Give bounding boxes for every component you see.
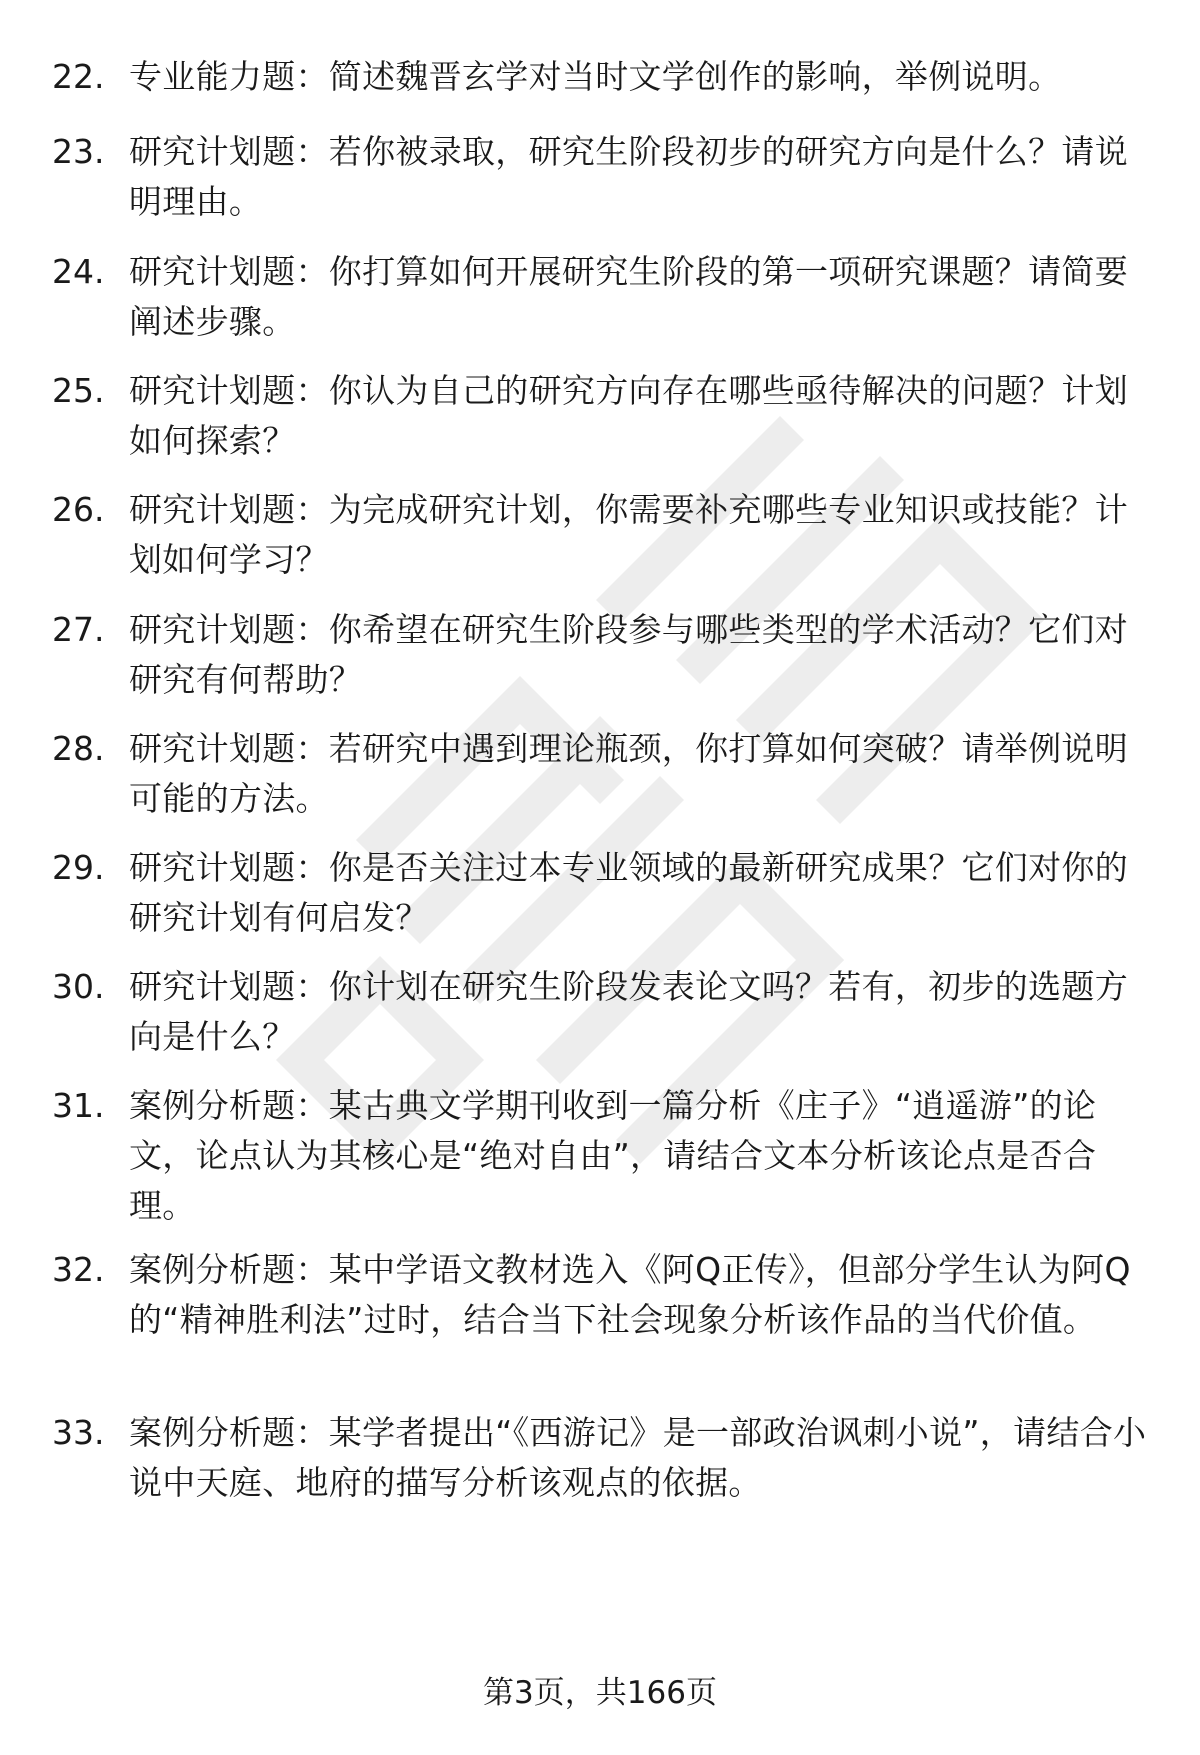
question-number: 26. bbox=[52, 490, 105, 529]
question-text: 案例分析题：某学者提出“《西游记》是一部政治讽刺小说”，请结合小说中天庭、地府的描写分析该观点的依据。 bbox=[129, 1413, 1147, 1502]
question-text: 研究计划题：若你被录取，研究生阶段初步的研究方向是什么？请说明理由。 bbox=[129, 132, 1128, 221]
page-number: 第3页，共166页 bbox=[483, 1675, 717, 1711]
question-number: 23. bbox=[52, 132, 105, 171]
question-number: 24. bbox=[52, 252, 105, 291]
question-number: 25. bbox=[52, 371, 105, 410]
question-text: 研究计划题：若研究中遇到理论瓶颈，你打算如何突破？请举例说明可能的方法。 bbox=[129, 729, 1128, 818]
question-number: 32. bbox=[52, 1250, 105, 1289]
question-number: 28. bbox=[52, 729, 105, 768]
question-text: 研究计划题：你计划在研究生阶段发表论文吗？若有，初步的选题方向是什么？ bbox=[129, 967, 1128, 1056]
question-number: 31. bbox=[52, 1086, 105, 1125]
question-text: 研究计划题：你打算如何开展研究生阶段的第一项研究课题？请简要阐述步骤。 bbox=[129, 252, 1128, 341]
question-number: 27. bbox=[52, 610, 105, 649]
question-number: 33. bbox=[52, 1413, 105, 1452]
question-number: 22. bbox=[52, 57, 105, 96]
question-text: 案例分析题：某中学语文教材选入《阿Q正传》，但部分学生认为阿Q的“精神胜利法”过时，结合当下社会现象分析该作品的当代价值。 bbox=[129, 1250, 1131, 1339]
question-text: 研究计划题：你希望在研究生阶段参与哪些类型的学术活动？它们对研究有何帮助？ bbox=[129, 610, 1128, 699]
question-text: 案例分析题：某古典文学期刊收到一篇分析《庄子》“逍遥游”的论文，论点认为其核心是“绝对自由”，请结合文本分析该论点是否合理。 bbox=[129, 1086, 1097, 1225]
question-text: 研究计划题：你是否关注过本专业领域的最新研究成果？它们对你的研究计划有何启发？ bbox=[129, 848, 1128, 937]
question-text: 研究计划题：为完成研究计划，你需要补充哪些专业知识或技能？计划如何学习？ bbox=[129, 490, 1128, 579]
question-text: 研究计划题：你认为自己的研究方向存在哪些亟待解决的问题？计划如何探索？ bbox=[129, 371, 1128, 460]
question-number: 30. bbox=[52, 967, 105, 1006]
question-text: 专业能力题：简述魏晋玄学对当时文学创作的影响，举例说明。 bbox=[129, 57, 1062, 96]
question-number: 29. bbox=[52, 848, 105, 887]
